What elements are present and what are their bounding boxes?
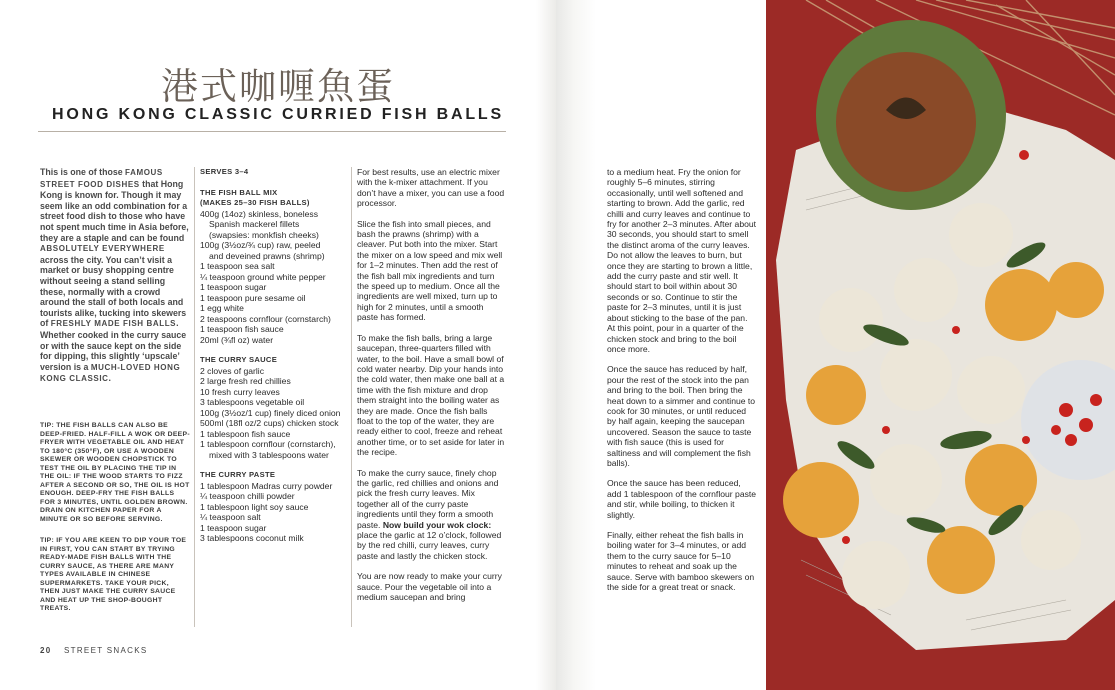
intro-segment: across the city. You can’t visit a market or busy shopping centre without seeing a stand selling these, normally with a crowd around the stall of both locals and tourists alike, tucking into skewers of — [40, 254, 187, 329]
intro-segment: . Whether cooked in the curry sauce or with the sauce kept on the side for dipping, this slightly ‘upscale’ version is a — [40, 318, 187, 372]
method-paragraph: Once the sauce has reduced by half, pour the rest of the stock into the pan and bring to the boil. Then bring the heat down to a simmer and continue to cook for 30 minutes, or until reduced by half again, keeping the saucepan uncovered. Season the sauce to taste with fish sauce (this is used for saltiness and will complement the fish balls). — [607, 364, 756, 468]
method-paragraph: Slice the fish into small pieces, and bash the prawns (shrimp) with a cleaver. Put both into the mixer. Start the mixer on a low speed and mix well for 1–2 minutes. Then add the rest of the fish ball mix ingredients and turn the speed up to medium. Once all the ingredients are well mixed, turn up to high for 2 minutes, until a smooth paste has formed. — [357, 218, 503, 323]
ingredient-line: 1 teaspoon fish sauce — [200, 324, 284, 334]
ingredient-line: 2 teaspoons cornflour (cornstarch) — [200, 313, 331, 324]
ingredient-line: 20ml (¾fl oz) water — [200, 334, 274, 345]
column-divider — [351, 167, 352, 627]
ingredient-line: Spanish mackerel fillets — [209, 219, 300, 229]
ingredient-line: 1 tablespoon fish sauce — [200, 428, 291, 439]
ingredient-line: 1 teaspoon sugar — [200, 282, 267, 292]
intro-emphasis: FAMOUS STREET FOOD DISHES — [40, 168, 163, 189]
ingredient-line: ¼ teaspoon chilli powder — [200, 491, 295, 501]
ingredient-line: 1 tablespoon cornflour (cornstarch), — [200, 439, 336, 449]
ingredient-line: and deveined prawns (shrimp) — [209, 250, 325, 261]
ingredient-heading: THE FISH BALL MIX — [200, 187, 278, 197]
fish-balls-photo-illustration — [766, 0, 1115, 690]
ingredient-line: 100g (3½oz/1 cup) finely diced onion — [200, 407, 341, 418]
method-paragraph: You are now ready to make your curry sauce. Pour the vegetable oil into a medium saucepan and bring — [357, 571, 502, 603]
food-photo — [766, 0, 1115, 690]
ingredient-heading: SERVES 3–4 — [200, 167, 249, 176]
ingredient-line: 1 teaspoon pure sesame oil — [200, 292, 306, 303]
ingredient-line: 1 egg white — [200, 303, 244, 313]
section-name: STREET SNACKS — [64, 646, 148, 655]
page-footer — [40, 646, 147, 655]
tip-ready-made: TIP: IF YOU ARE KEEN TO DIP YOUR TOE IN FIRST, YOU CAN START BY TRYING READY-MADE FISH BALLS WITH THE CURRY SAUCE, AS THERE ARE MANY TYPES AVAILABLE IN CHINESE SUPERMARKETS. TAKE YOUR PICK, THEN JUST MAKE THE CURRY SAUCE AND HEAT UP THE SHOP-BOUGHT TREATS. — [40, 537, 187, 612]
ingredient-line: 3 tablespoons vegetable oil — [200, 397, 305, 407]
left-page — [0, 0, 556, 690]
ingredient-line: 1 tablespoon light soy sauce — [200, 501, 309, 512]
recipe-title-chinese: 港式咖喱魚蛋 — [161, 65, 395, 108]
tip-deep-fry: TIP: THE FISH BALLS CAN ALSO BE DEEP-FRIED. HALF-FILL A WOK OR DEEP-FRYER WITH VEGETABLE OIL AND HEAT TO 180°C (350°F), OR USE A WOODEN SKEWER OR WOODEN CHOPSTICK TO TEST THE OIL BY PLACING THE TIP IN THE OIL: IF THE WOOD STARTS TO FIZZ AFTER A SECOND OR SO, THE OIL IS HOT ENOUGH. DEEP-FRY THE FISH BALLS FOR 3 MINUTES, UNTIL GOLDEN BROWN. DRAIN ON KITCHEN PAPER FOR A MINUTE OR SO BEFORE SERVING. — [40, 422, 190, 523]
method-column-1 — [357, 167, 505, 612]
ingredient-line: ¼ teaspoon ground white pepper — [200, 271, 326, 282]
intro-emphasis: MUCH-LOVED HONG KONG CLASSIC — [40, 362, 181, 384]
ingredient-spacer — [200, 460, 348, 470]
intro-emphasis: FRESHLY MADE FISH BALLS — [50, 319, 177, 329]
ingredient-spacer — [200, 345, 348, 355]
intro-segment: that Hong Kong is known for. Though it may seem like an odd combination for a street food dish to those who have not spent much time in Asia before, they are a staple and can be found — [40, 178, 189, 243]
method-paragraph: to a medium heat. Fry the onion for roughly 5–6 minutes, stirring occasionally, until well softened and starting to brown. Add the garlic, red chilli and curry leaves and continue to fry for another 2–3 minutes. After about 30 seconds, you should start to smell the distinct aroma of the curry leaves. Do not allow the leaves to burn, but once they are starting to brown a little, add the curry paste and stir well. It should start to boil within about 30 seconds or so. Continue to stir the paste for 2–3 minutes, until it is just about sticking to the base of the pan. At this point, pour in a quarter of the chicken stock and bring to the boil once more. — [607, 167, 757, 354]
intro-segment: This is one of those — [40, 167, 126, 177]
method-emphasis: Now build your wok clock: — [382, 519, 492, 530]
method-paragraph: Once the sauce has been reduced, add 1 tablespoon of the cornflour paste and stir, while boiling, to thicken it slightly. — [607, 478, 757, 520]
ingredient-line: 10 fresh curry leaves — [200, 386, 280, 397]
ingredient-line: ¼ teaspoon salt — [200, 512, 261, 522]
intro-text — [40, 167, 190, 385]
ingredient-line: (swapsies: monkfish cheeks) — [209, 229, 319, 240]
ingredient-line: 400g (14oz) skinless, boneless — [200, 208, 318, 219]
column-divider — [194, 167, 195, 627]
recipe-title: HONG KONG CLASSIC CURRIED FISH BALLS — [52, 106, 504, 123]
ingredient-line: mixed with 3 tablespoons water — [209, 449, 329, 460]
title-divider — [38, 131, 506, 132]
ingredient-heading: THE CURRY SAUCE — [200, 355, 278, 364]
ingredients-list — [200, 167, 348, 544]
ingredient-line: 3 tablespoons coconut milk — [200, 533, 304, 543]
method-text: place the garlic at 12 o’clock, followed by the red chilli, curry leaves, curry paste and lastly the chicken stock. — [357, 530, 502, 561]
intro-segment: . — [108, 373, 111, 384]
ingredient-line: 2 large fresh red chillies — [200, 376, 291, 386]
intro-emphasis: ABSOLUTELY EVERYWHERE — [40, 244, 165, 254]
method-paragraph — [357, 468, 505, 562]
ingredient-spacer — [200, 178, 348, 188]
page-number: 20 — [40, 646, 52, 655]
method-paragraph: For best results, use an electric mixer with the k-mixer attachment. If you don’t have a mixer, you can use a food processor. — [357, 167, 505, 209]
curry-sauce — [836, 52, 976, 192]
method-column-2 — [607, 167, 757, 602]
ingredient-line: 1 teaspoon sea salt — [200, 261, 275, 271]
ingredient-line: 1 teaspoon sugar — [200, 522, 267, 533]
ingredient-line: 1 tablespoon Madras curry powder — [200, 480, 333, 491]
ingredient-line: 100g (3½oz/¾ cup) raw, peeled — [200, 240, 321, 250]
method-paragraph: To make the fish balls, bring a large saucepan, three-quarters filled with water, to the boil. Have a small bowl of cold water nearby. Dip your hands into the cold water, then make one ball at a time with the fish mixture and drop them straight into the boiling water as they are made. Once the fish balls float to the top of the water, they are ready either to cool, freeze and reheat another time, or to set aside for later in the recipe. — [357, 332, 505, 458]
ingredient-heading: (MAKES 25–30 FISH BALLS) — [200, 198, 310, 207]
method-paragraph: Finally, either reheat the fish balls in boiling water for 3–4 minutes, or add them to the curry sauce for 5–10 minutes to reheat and soak up the sauce. Serve with bamboo skewers on the side for a great treat or snack. — [607, 530, 755, 593]
ingredient-heading: THE CURRY PASTE — [200, 470, 276, 479]
ingredient-line: 2 cloves of garlic — [200, 365, 265, 376]
ingredient-line: 500ml (18fl oz/2 cups) chicken stock — [200, 418, 339, 428]
method-text: To make the curry sauce, finely chop the garlic, red chillies and onions and pick the fresh curry leaves. Mix together all of the curry paste ingredients until they form a smooth paste. — [357, 467, 499, 530]
